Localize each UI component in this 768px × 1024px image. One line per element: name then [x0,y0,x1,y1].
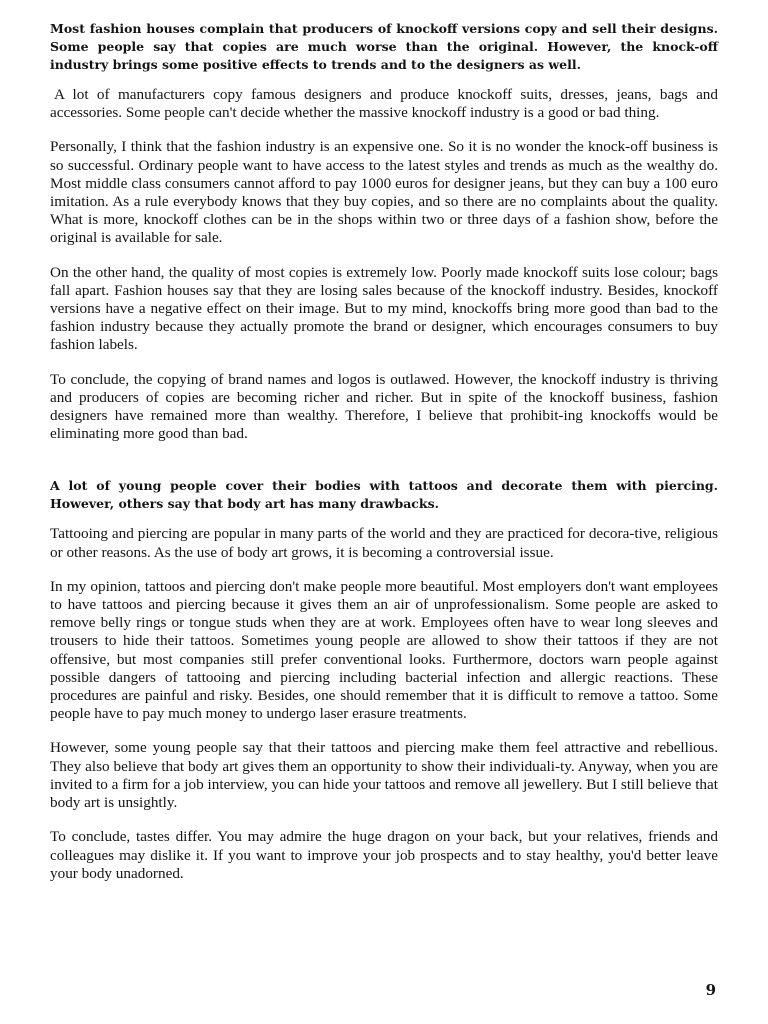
essay-paragraph: Personally, I think that the fashion industry is an expensive one. So it is no wonder the knock-off business is so successful. Ordinary people want to have access to the latest styles and trends as much as the wealthy do. Most middle class consumers cannot afford to pay 1000 euros for designer jeans, but they can buy a 100 euro imitation. As a rule everybody knows that they buy copies, and so there are no complaints about the quality. What is more, knockoff clothes can be in the shops within two or three days of a fashion show, before the original is available for sale. [50,138,718,247]
essay-paragraph: Tattooing and piercing are popular in many parts of the world and they are practiced for decora-tive, religious or other reasons. As the use of body art grows, it is becoming a controversial issue. [50,525,718,561]
document-page [50,20,718,899]
essay-paragraph: To conclude, the copying of brand names and logos is outlawed. However, the knockoff industry is thriving and producers of copies are becoming richer and richer. But in spite of the knockoff business, fashion designers have remained more than wealthy. Therefore, I believe that prohibit-ing knockoffs would be eliminating more good than bad. [50,370,718,443]
page-number: 9 [705,981,716,999]
essay-paragraph: To conclude, tastes differ. You may admire the huge dragon on your back, but your relatives, friends and colleagues may dislike it. If you want to improve your job prospects and to stay healthy, you'd better leave your body unadorned. [50,828,718,882]
essay-body-art [50,477,718,882]
essay-prompt: Most fashion houses complain that producers of knockoff versions copy and sell their designs. Some people say that copies are much worse than the original. However, the knock-off industry brings some positive effects to trends and to the designers as well. [50,21,718,72]
essay-fashion-knockoffs [50,20,718,443]
essay-paragraph: On the other hand, the quality of most copies is extremely low. Poorly made knockoff suits lose colour; bags fall apart. Fashion houses say that they are losing sales because of the knockoff industry. Besides, knockoff versions have a negative effect on their image. But to my mind, knockoffs bring more good than bad to the fashion industry because they actually promote the brand or designer, which encourages consumers to buy fashion labels. [50,263,718,354]
essay-paragraph: However, some young people say that their tattoos and piercing make them feel attractive and rebellious. They also believe that body art gives them an opportunity to show their individuali-ty. Anyway, when you are invited to a firm for a job interview, you can hide your tattoos and remove all jewellery. But I still believe that body art is unsightly. [50,739,718,812]
essay-prompt: A lot of young people cover their bodies with tattoos and decorate them with piercing. However, others say that body art has many drawbacks. [50,478,718,512]
section-divider-space [50,459,718,477]
essay-paragraph: A lot of manufacturers copy famous designers and produce knockoff suits, dresses, jeans, bags and accessories. Some people can't decide whether the massive knockoff industry is a good or bad thing. [50,86,718,122]
essay-paragraph: In my opinion, tattoos and piercing don't make people more beautiful. Most employers don't want employees to have tattoos and piercing because it gives them an air of unprofessionalism. Some people are asked to remove belly rings or tongue studs when they are at work. Employees often have to wear long sleeves and trousers to hide their tattoos. Sometimes young people are allowed to show their tattoos if they are not offensive, but most companies still prefer conventional looks. Furthermore, doctors warn people against possible dangers of tattooing and piercing including bacterial infection and allergic reactions. These procedures are painful and risky. Besides, one should remember that it is difficult to remove a tattoo. Some people have to pay much money to undergo laser erasure treatments. [50,577,718,723]
